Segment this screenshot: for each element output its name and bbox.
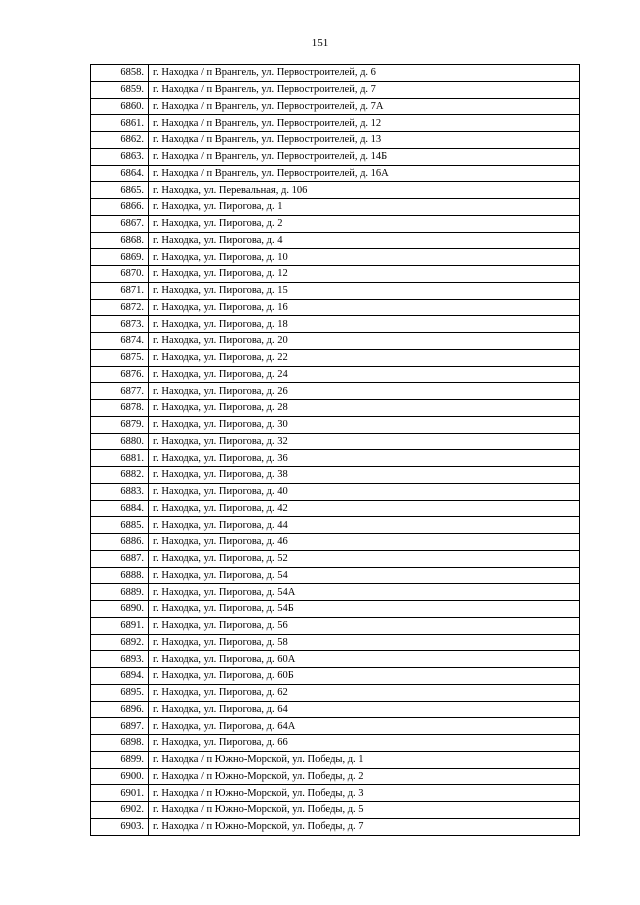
- row-number-cell: 6891.: [91, 617, 149, 634]
- table-row: [91, 651, 580, 668]
- address-cell: г. Находка / п Южно-Морской, ул. Победы, д. 7: [149, 818, 580, 835]
- address-cell: г. Находка, ул. Пирогова, д. 26: [149, 383, 580, 400]
- address-cell: г. Находка, ул. Пирогова, д. 56: [149, 617, 580, 634]
- address-cell: г. Находка / п Южно-Морской, ул. Победы, д. 2: [149, 768, 580, 785]
- address-cell: г. Находка / п Врангель, ул. Первостроителей, д. 16А: [149, 165, 580, 182]
- table-row: [91, 768, 580, 785]
- address-cell: г. Находка, ул. Пирогова, д. 38: [149, 467, 580, 484]
- address-cell: г. Находка / п Врангель, ул. Первостроителей, д. 7: [149, 81, 580, 98]
- table-row: [91, 316, 580, 333]
- table-row: [91, 802, 580, 819]
- row-number-cell: 6886.: [91, 534, 149, 551]
- table-row: [91, 517, 580, 534]
- address-cell: г. Находка / п Врангель, ул. Первостроителей, д. 6: [149, 65, 580, 82]
- address-cell: г. Находка, ул. Пирогова, д. 1: [149, 199, 580, 216]
- address-cell: г. Находка, ул. Пирогова, д. 28: [149, 400, 580, 417]
- table-row: [91, 567, 580, 584]
- table-row: [91, 65, 580, 82]
- row-number-cell: 6879.: [91, 416, 149, 433]
- table-row: [91, 416, 580, 433]
- table-row: [91, 718, 580, 735]
- row-number-cell: 6868.: [91, 232, 149, 249]
- table-row: [91, 701, 580, 718]
- table-row: [91, 785, 580, 802]
- row-number-cell: 6901.: [91, 785, 149, 802]
- table-row: [91, 617, 580, 634]
- address-cell: г. Находка, ул. Пирогова, д. 62: [149, 684, 580, 701]
- table-row: [91, 132, 580, 149]
- table-row: [91, 668, 580, 685]
- table-row: [91, 400, 580, 417]
- table-row: [91, 467, 580, 484]
- row-number-cell: 6866.: [91, 199, 149, 216]
- address-cell: г. Находка / п Южно-Морской, ул. Победы, д. 1: [149, 751, 580, 768]
- row-number-cell: 6864.: [91, 165, 149, 182]
- address-cell: г. Находка / п Врангель, ул. Первостроителей, д. 7А: [149, 98, 580, 115]
- table-row: [91, 232, 580, 249]
- row-number-cell: 6892.: [91, 634, 149, 651]
- row-number-cell: 6888.: [91, 567, 149, 584]
- table-row: [91, 735, 580, 752]
- row-number-cell: 6896.: [91, 701, 149, 718]
- address-cell: г. Находка, ул. Пирогова, д. 32: [149, 433, 580, 450]
- address-cell: г. Находка / п Врангель, ул. Первостроителей, д. 14Б: [149, 148, 580, 165]
- row-number-cell: 6897.: [91, 718, 149, 735]
- row-number-cell: 6895.: [91, 684, 149, 701]
- address-cell: г. Находка / п Южно-Морской, ул. Победы, д. 3: [149, 785, 580, 802]
- table-row: [91, 165, 580, 182]
- row-number-cell: 6863.: [91, 148, 149, 165]
- row-number-cell: 6889.: [91, 584, 149, 601]
- table-row: [91, 115, 580, 132]
- row-number-cell: 6878.: [91, 400, 149, 417]
- row-number-cell: 6900.: [91, 768, 149, 785]
- row-number-cell: 6881.: [91, 450, 149, 467]
- address-cell: г. Находка / п Южно-Морской, ул. Победы, д. 5: [149, 802, 580, 819]
- table-row: [91, 366, 580, 383]
- table-row: [91, 751, 580, 768]
- address-cell: г. Находка, ул. Пирогова, д. 54: [149, 567, 580, 584]
- row-number-cell: 6883.: [91, 483, 149, 500]
- table-row: [91, 282, 580, 299]
- row-number-cell: 6882.: [91, 467, 149, 484]
- table-row: [91, 483, 580, 500]
- table-row: [91, 249, 580, 266]
- address-cell: г. Находка, ул. Пирогова, д. 12: [149, 266, 580, 283]
- address-cell: г. Находка, ул. Пирогова, д. 54Б: [149, 601, 580, 618]
- row-number-cell: 6898.: [91, 735, 149, 752]
- table-row: [91, 584, 580, 601]
- row-number-cell: 6861.: [91, 115, 149, 132]
- table-row: [91, 500, 580, 517]
- address-cell: г. Находка, ул. Пирогова, д. 58: [149, 634, 580, 651]
- table-row: [91, 550, 580, 567]
- table-row: [91, 81, 580, 98]
- table-row: [91, 148, 580, 165]
- row-number-cell: 6871.: [91, 282, 149, 299]
- row-number-cell: 6894.: [91, 668, 149, 685]
- row-number-cell: 6862.: [91, 132, 149, 149]
- row-number-cell: 6867.: [91, 215, 149, 232]
- row-number-cell: 6887.: [91, 550, 149, 567]
- address-cell: г. Находка / п Врангель, ул. Первостроителей, д. 13: [149, 132, 580, 149]
- address-cell: г. Находка, ул. Пирогова, д. 36: [149, 450, 580, 467]
- address-cell: г. Находка, ул. Пирогова, д. 60Б: [149, 668, 580, 685]
- address-cell: г. Находка, ул. Пирогова, д. 40: [149, 483, 580, 500]
- table-row: [91, 534, 580, 551]
- table-row: [91, 450, 580, 467]
- row-number-cell: 6885.: [91, 517, 149, 534]
- address-cell: г. Находка / п Врангель, ул. Первостроителей, д. 12: [149, 115, 580, 132]
- table-row: [91, 349, 580, 366]
- row-number-cell: 6860.: [91, 98, 149, 115]
- table-row: [91, 199, 580, 216]
- row-number-cell: 6884.: [91, 500, 149, 517]
- address-cell: г. Находка, ул. Пирогова, д. 66: [149, 735, 580, 752]
- address-cell: г. Находка, ул. Пирогова, д. 20: [149, 333, 580, 350]
- row-number-cell: 6870.: [91, 266, 149, 283]
- address-cell: г. Находка, ул. Пирогова, д. 44: [149, 517, 580, 534]
- table-row: [91, 433, 580, 450]
- table-row: [91, 182, 580, 199]
- address-cell: г. Находка, ул. Пирогова, д. 15: [149, 282, 580, 299]
- row-number-cell: 6877.: [91, 383, 149, 400]
- table-row: [91, 601, 580, 618]
- table-row: [91, 634, 580, 651]
- address-cell: г. Находка, ул. Пирогова, д. 2: [149, 215, 580, 232]
- table-row: [91, 266, 580, 283]
- address-cell: г. Находка, ул. Пирогова, д. 22: [149, 349, 580, 366]
- row-number-cell: 6880.: [91, 433, 149, 450]
- row-number-cell: 6865.: [91, 182, 149, 199]
- row-number-cell: 6859.: [91, 81, 149, 98]
- address-cell: г. Находка, ул. Перевальная, д. 106: [149, 182, 580, 199]
- row-number-cell: 6858.: [91, 65, 149, 82]
- row-number-cell: 6903.: [91, 818, 149, 835]
- address-cell: г. Находка, ул. Пирогова, д. 64А: [149, 718, 580, 735]
- address-cell: г. Находка, ул. Пирогова, д. 30: [149, 416, 580, 433]
- address-table-body: [91, 65, 580, 836]
- table-row: [91, 98, 580, 115]
- address-cell: г. Находка, ул. Пирогова, д. 64: [149, 701, 580, 718]
- address-cell: г. Находка, ул. Пирогова, д. 60А: [149, 651, 580, 668]
- table-row: [91, 299, 580, 316]
- address-cell: г. Находка, ул. Пирогова, д. 52: [149, 550, 580, 567]
- table-row: [91, 333, 580, 350]
- row-number-cell: 6902.: [91, 802, 149, 819]
- table-row: [91, 684, 580, 701]
- row-number-cell: 6875.: [91, 349, 149, 366]
- row-number-cell: 6890.: [91, 601, 149, 618]
- page-number: 151: [311, 37, 329, 49]
- address-cell: г. Находка, ул. Пирогова, д. 24: [149, 366, 580, 383]
- table-row: [91, 383, 580, 400]
- row-number-cell: 6874.: [91, 333, 149, 350]
- row-number-cell: 6899.: [91, 751, 149, 768]
- table-row: [91, 818, 580, 835]
- address-cell: г. Находка, ул. Пирогова, д. 46: [149, 534, 580, 551]
- address-cell: г. Находка, ул. Пирогова, д. 16: [149, 299, 580, 316]
- address-table: [90, 64, 580, 836]
- row-number-cell: 6873.: [91, 316, 149, 333]
- address-cell: г. Находка, ул. Пирогова, д. 18: [149, 316, 580, 333]
- address-cell: г. Находка, ул. Пирогова, д. 42: [149, 500, 580, 517]
- table-row: [91, 215, 580, 232]
- row-number-cell: 6893.: [91, 651, 149, 668]
- row-number-cell: 6869.: [91, 249, 149, 266]
- row-number-cell: 6876.: [91, 366, 149, 383]
- row-number-cell: 6872.: [91, 299, 149, 316]
- address-cell: г. Находка, ул. Пирогова, д. 54А: [149, 584, 580, 601]
- address-cell: г. Находка, ул. Пирогова, д. 4: [149, 232, 580, 249]
- address-cell: г. Находка, ул. Пирогова, д. 10: [149, 249, 580, 266]
